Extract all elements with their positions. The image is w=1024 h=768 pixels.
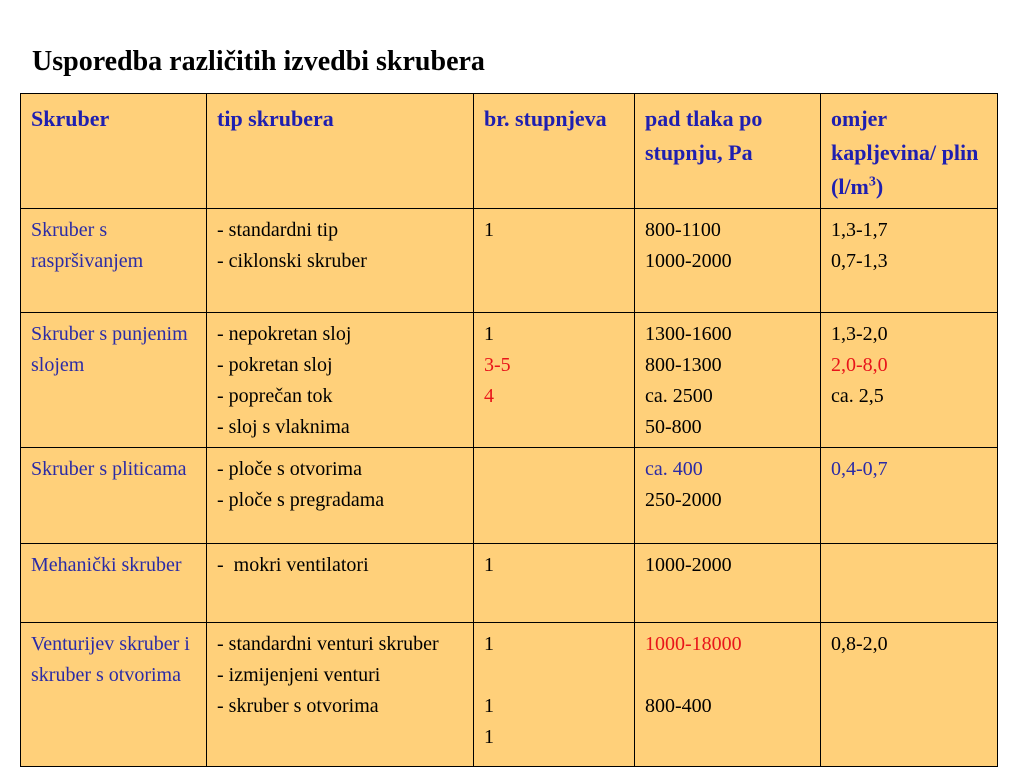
table-header-row xyxy=(21,94,998,209)
type-item: - standardni venturi skruber xyxy=(217,633,439,655)
stage-count xyxy=(474,544,635,623)
spacer xyxy=(645,660,810,691)
type-item: - nepokretan sloj xyxy=(217,323,352,345)
scrubber-types xyxy=(207,623,474,767)
scrubber-name: Mehanički skruber xyxy=(21,544,207,623)
header-scrubber-type: tip skrubera xyxy=(207,94,474,209)
type-item: - ploče s pregradama xyxy=(217,489,385,511)
stage-item: 1 xyxy=(484,554,494,576)
type-item: - skruber s otvorima xyxy=(217,695,379,717)
pressure-item-highlighted: ca. 400 xyxy=(645,458,703,480)
liquid-gas-ratio xyxy=(821,313,998,448)
pressure-item: 800-1300 xyxy=(645,354,722,376)
scrubber-name: Skruber s raspršivanjem xyxy=(21,209,207,313)
pressure-item: 800-400 xyxy=(645,695,712,717)
table-row xyxy=(21,209,998,313)
header-scrubber: Skruber xyxy=(21,94,207,209)
type-item: - ciklonski skruber xyxy=(217,250,367,272)
header-ratio-close: ) xyxy=(875,174,884,199)
stage-item: 1 xyxy=(484,633,494,655)
liquid-gas-ratio xyxy=(821,209,998,313)
stage-item: 1 xyxy=(484,726,494,748)
liquid-gas-ratio xyxy=(821,544,998,623)
type-item: - standardni tip xyxy=(217,219,339,241)
liquid-gas-ratio xyxy=(821,623,998,767)
type-item: - pokretan sloj xyxy=(217,354,333,376)
pressure-item-highlighted: 1000-18000 xyxy=(645,633,742,655)
spacer xyxy=(484,660,624,691)
stage-count xyxy=(474,209,635,313)
pressure-item: 1300-1600 xyxy=(645,323,732,345)
ratio-item: 0,8-2,0 xyxy=(831,633,888,655)
stage-item-highlighted: 3-5 xyxy=(484,354,511,376)
stage-item: 1 xyxy=(484,695,494,717)
type-item: - mokri ventilatori xyxy=(217,554,369,576)
scrubber-types xyxy=(207,313,474,448)
scrubber-types xyxy=(207,209,474,313)
scrubber-name: Skruber s pliticama xyxy=(21,448,207,544)
stage-count xyxy=(474,623,635,767)
scrubber-name: Venturijev skruber i skruber s otvorima xyxy=(21,623,207,767)
pressure-item: 1000-2000 xyxy=(645,554,732,576)
ratio-item-highlighted: 0,4-0,7 xyxy=(831,458,888,480)
pressure-item: 250-2000 xyxy=(645,489,722,511)
type-item: - poprečan tok xyxy=(217,385,333,407)
liquid-gas-ratio xyxy=(821,448,998,544)
table-row xyxy=(21,313,998,448)
header-ratio-superscript: 3 xyxy=(868,174,876,190)
type-item: - sloj s vlaknima xyxy=(217,416,350,438)
page-title: Usporedba različitih izvedbi skrubera xyxy=(32,46,485,77)
pressure-item: ca. 2500 xyxy=(645,385,713,407)
ratio-item-highlighted: 2,0-8,0 xyxy=(831,354,888,376)
scrubber-types xyxy=(207,544,474,623)
pressure-drop xyxy=(635,544,821,623)
pressure-item: 50-800 xyxy=(645,416,702,438)
header-liquid-gas-ratio xyxy=(821,94,998,209)
ratio-item: 1,3-2,0 xyxy=(831,323,888,345)
pressure-item: 800-1100 xyxy=(645,219,721,241)
stage-item: 1 xyxy=(484,219,494,241)
ratio-item: ca. 2,5 xyxy=(831,385,884,407)
type-item: - ploče s otvorima xyxy=(217,458,362,480)
ratio-item: 1,3-1,7 xyxy=(831,219,888,241)
pressure-drop xyxy=(635,448,821,544)
stage-item-highlighted: 4 xyxy=(484,385,494,407)
header-pressure-drop: pad tlaka po stupnju, Pa xyxy=(635,94,821,209)
stage-item: 1 xyxy=(484,323,494,345)
pressure-drop xyxy=(635,209,821,313)
table-row xyxy=(21,448,998,544)
stage-count xyxy=(474,313,635,448)
scrubber-name: Skruber s punjenim slojem xyxy=(21,313,207,448)
ratio-item: 0,7-1,3 xyxy=(831,250,888,272)
scrubber-comparison-table xyxy=(20,93,998,767)
pressure-item: 1000-2000 xyxy=(645,250,732,272)
table-row xyxy=(21,544,998,623)
header-stage-count: br. stupnjeva xyxy=(474,94,635,209)
stage-count xyxy=(474,448,635,544)
type-item: - izmijenjeni venturi xyxy=(217,664,381,686)
table-row xyxy=(21,623,998,767)
pressure-drop xyxy=(635,623,821,767)
header-ratio-text: omjer kapljevina/ plin (l/m xyxy=(831,106,979,199)
pressure-drop xyxy=(635,313,821,448)
scrubber-types xyxy=(207,448,474,544)
